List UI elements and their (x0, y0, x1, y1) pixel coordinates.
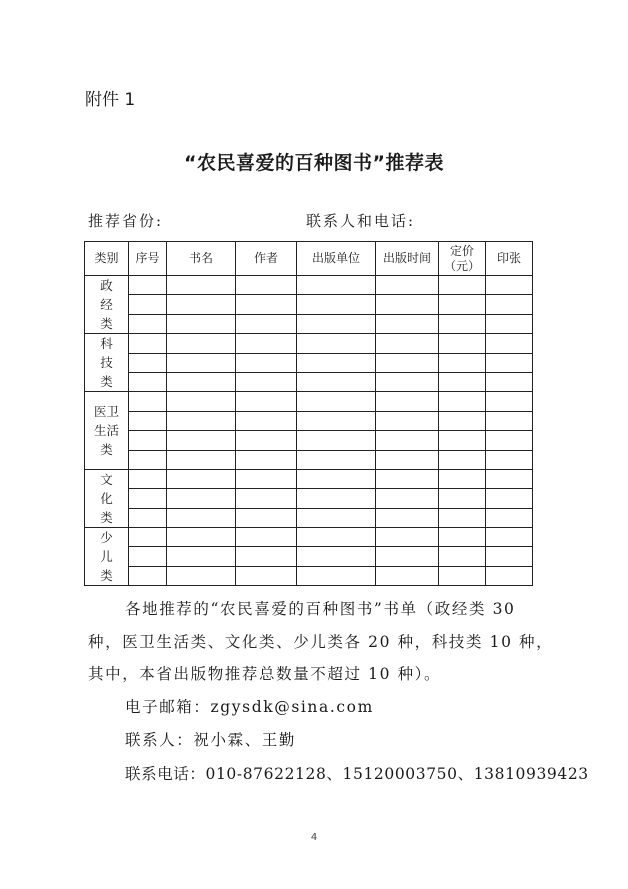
empty-entry-cell[interactable] (236, 547, 297, 566)
empty-entry-cell[interactable] (376, 372, 439, 391)
empty-entry-cell[interactable] (129, 372, 167, 391)
empty-entry-cell[interactable] (129, 411, 167, 430)
empty-entry-cell[interactable] (129, 334, 167, 353)
empty-entry-cell[interactable] (236, 372, 297, 391)
empty-entry-cell[interactable] (376, 528, 439, 547)
empty-entry-cell[interactable] (297, 372, 376, 391)
document-title: “农民喜爱的百种图书”推荐表 (184, 152, 444, 174)
empty-entry-cell[interactable] (236, 489, 297, 508)
empty-entry-cell[interactable] (439, 276, 486, 295)
empty-entry-cell[interactable] (376, 353, 439, 372)
empty-entry-cell[interactable] (236, 566, 297, 585)
empty-entry-cell[interactable] (486, 334, 533, 353)
empty-entry-cell[interactable] (297, 450, 376, 469)
empty-entry-cell[interactable] (439, 450, 486, 469)
table-row (85, 353, 533, 372)
instruction-line-2: 种，医卫生活类、文化类、少儿类各 20 种，科技类 10 种， (88, 633, 554, 651)
category-label-line: 化 (100, 490, 113, 506)
empty-entry-cell[interactable] (297, 314, 376, 333)
empty-entry-cell[interactable] (439, 314, 486, 333)
table-header-row (85, 242, 533, 276)
table-row (85, 295, 533, 314)
empty-entry-cell[interactable] (439, 566, 486, 585)
empty-entry-cell[interactable] (486, 431, 533, 450)
empty-entry-cell[interactable] (236, 353, 297, 372)
empty-entry-cell[interactable] (439, 392, 486, 411)
empty-entry-cell[interactable] (376, 392, 439, 411)
contact-email: 电子邮箱：zgysdk@sina.com (125, 698, 374, 716)
empty-entry-cell[interactable] (486, 469, 533, 488)
empty-entry-cell[interactable] (167, 392, 236, 411)
empty-entry-cell[interactable] (439, 372, 486, 391)
category-label-line: 文 (100, 471, 113, 487)
empty-entry-cell[interactable] (376, 431, 439, 450)
category-label-line: 类 (100, 316, 113, 332)
empty-entry-cell[interactable] (376, 450, 439, 469)
table-row (85, 508, 533, 527)
empty-entry-cell[interactable] (376, 508, 439, 527)
empty-entry-cell[interactable] (167, 372, 236, 391)
page-number: 4 (310, 832, 318, 843)
category-cell (85, 276, 129, 334)
empty-entry-cell[interactable] (236, 276, 297, 295)
empty-entry-cell[interactable] (486, 528, 533, 547)
table-row (85, 392, 533, 411)
empty-entry-cell[interactable] (376, 566, 439, 585)
recommendation-table (84, 241, 533, 586)
empty-entry-cell[interactable] (486, 547, 533, 566)
empty-entry-cell[interactable] (376, 489, 439, 508)
empty-entry-cell[interactable] (297, 431, 376, 450)
empty-entry-cell[interactable] (297, 334, 376, 353)
empty-entry-cell[interactable] (129, 276, 167, 295)
empty-entry-cell[interactable] (439, 508, 486, 527)
category-cell (85, 334, 129, 392)
empty-entry-cell[interactable] (129, 431, 167, 450)
empty-entry-cell[interactable] (297, 547, 376, 566)
empty-entry-cell[interactable] (236, 392, 297, 411)
empty-entry-cell[interactable] (167, 431, 236, 450)
empty-entry-cell[interactable] (439, 528, 486, 547)
empty-entry-cell[interactable] (297, 411, 376, 430)
table-row (85, 528, 533, 547)
empty-entry-cell[interactable] (439, 353, 486, 372)
table-row (85, 489, 533, 508)
empty-entry-cell[interactable] (129, 295, 167, 314)
empty-entry-cell[interactable] (236, 314, 297, 333)
empty-entry-cell[interactable] (297, 295, 376, 314)
empty-entry-cell[interactable] (167, 547, 236, 566)
province-field-label: 推荐省份: (88, 212, 164, 230)
empty-entry-cell[interactable] (486, 295, 533, 314)
empty-entry-cell[interactable] (129, 547, 167, 566)
category-label-line: 儿 (100, 549, 113, 565)
category-label-line: 类 (100, 442, 113, 458)
empty-entry-cell[interactable] (167, 489, 236, 508)
empty-entry-cell[interactable] (297, 528, 376, 547)
empty-entry-cell[interactable] (297, 353, 376, 372)
empty-entry-cell[interactable] (236, 295, 297, 314)
empty-entry-cell[interactable] (167, 508, 236, 527)
empty-entry-cell[interactable] (376, 411, 439, 430)
empty-entry-cell[interactable] (167, 528, 236, 547)
empty-entry-cell[interactable] (486, 411, 533, 430)
instruction-line-3: 其中，本省出版物推荐总数量不超过 10 种）。 (88, 665, 442, 683)
table-row (85, 372, 533, 391)
empty-entry-cell[interactable] (167, 353, 236, 372)
category-cell (85, 392, 129, 470)
category-label-line: 生活 (93, 423, 119, 439)
empty-entry-cell[interactable] (167, 469, 236, 488)
empty-entry-cell[interactable] (486, 489, 533, 508)
header-book-title: 书名 (167, 242, 236, 276)
header-serial: 序号 (129, 242, 167, 276)
header-price-unit: （元） (443, 258, 480, 273)
table-row (85, 431, 533, 450)
empty-entry-cell[interactable] (486, 566, 533, 585)
category-label-line: 科 (100, 336, 113, 352)
contact-phone-field-label: 联系人和电话: (306, 212, 416, 230)
empty-entry-cell[interactable] (486, 276, 533, 295)
empty-entry-cell[interactable] (297, 566, 376, 585)
header-category: 类别 (85, 242, 129, 276)
empty-entry-cell[interactable] (129, 392, 167, 411)
empty-entry-cell[interactable] (167, 450, 236, 469)
empty-entry-cell[interactable] (297, 469, 376, 488)
empty-entry-cell[interactable] (167, 295, 236, 314)
table-row (85, 450, 533, 469)
table-row (85, 566, 533, 585)
header-sheets: 印张 (486, 242, 533, 276)
instruction-line-1: 各地推荐的“农民喜爱的百种图书”书单（政经类 30 (125, 600, 516, 618)
table-row (85, 547, 533, 566)
empty-entry-cell[interactable] (376, 334, 439, 353)
empty-entry-cell[interactable] (167, 314, 236, 333)
category-label-line: 医卫 (93, 404, 119, 420)
empty-entry-cell[interactable] (376, 547, 439, 566)
contact-phones: 联系电话：010-87622128、15120003750、13810939423 (125, 765, 589, 783)
header-price-label: 定价 (449, 243, 474, 258)
empty-entry-cell[interactable] (236, 334, 297, 353)
table-row (85, 314, 533, 333)
table-row (85, 276, 533, 295)
category-label-line: 少 (100, 530, 113, 546)
empty-entry-cell[interactable] (129, 566, 167, 585)
category-label-line: 政 (100, 278, 113, 294)
category-label-line: 技 (100, 355, 113, 371)
table-row (85, 411, 533, 430)
empty-entry-cell[interactable] (297, 489, 376, 508)
empty-entry-cell[interactable] (167, 411, 236, 430)
empty-entry-cell[interactable] (236, 528, 297, 547)
empty-entry-cell[interactable] (376, 295, 439, 314)
empty-entry-cell[interactable] (236, 411, 297, 430)
attachment-label: 附件 1 (85, 90, 136, 110)
empty-entry-cell[interactable] (129, 450, 167, 469)
header-author: 作者 (236, 242, 297, 276)
category-label-line: 经 (100, 297, 113, 313)
empty-entry-cell[interactable] (167, 566, 236, 585)
empty-entry-cell[interactable] (236, 469, 297, 488)
table-row (85, 334, 533, 353)
empty-entry-cell[interactable] (167, 276, 236, 295)
empty-entry-cell[interactable] (376, 469, 439, 488)
empty-entry-cell[interactable] (439, 411, 486, 430)
empty-entry-cell[interactable] (297, 276, 376, 295)
empty-entry-cell[interactable] (297, 508, 376, 527)
empty-entry-cell[interactable] (486, 353, 533, 372)
empty-entry-cell[interactable] (236, 431, 297, 450)
empty-entry-cell[interactable] (167, 334, 236, 353)
empty-entry-cell[interactable] (129, 508, 167, 527)
empty-entry-cell[interactable] (236, 508, 297, 527)
header-publisher: 出版单位 (297, 242, 376, 276)
empty-entry-cell[interactable] (439, 295, 486, 314)
empty-entry-cell[interactable] (439, 469, 486, 488)
category-label-line: 类 (100, 509, 113, 525)
category-label-line: 类 (100, 374, 113, 390)
table-row (85, 469, 533, 488)
category-cell (85, 469, 129, 527)
empty-entry-cell[interactable] (486, 392, 533, 411)
empty-entry-cell[interactable] (376, 276, 439, 295)
category-label-line: 类 (100, 568, 113, 584)
empty-entry-cell[interactable] (486, 508, 533, 527)
empty-entry-cell[interactable] (129, 469, 167, 488)
header-publish-date: 出版时间 (376, 242, 439, 276)
contact-persons: 联系人：祝小霖、王勤 (125, 731, 297, 749)
empty-entry-cell[interactable] (129, 353, 167, 372)
empty-entry-cell[interactable] (486, 372, 533, 391)
empty-entry-cell[interactable] (439, 547, 486, 566)
empty-entry-cell[interactable] (129, 489, 167, 508)
empty-entry-cell[interactable] (129, 314, 167, 333)
empty-entry-cell[interactable] (486, 450, 533, 469)
empty-entry-cell[interactable] (439, 334, 486, 353)
category-cell (85, 528, 129, 586)
empty-entry-cell[interactable] (376, 314, 439, 333)
empty-entry-cell[interactable] (129, 528, 167, 547)
empty-entry-cell[interactable] (486, 314, 533, 333)
header-price (439, 242, 486, 276)
empty-entry-cell[interactable] (236, 450, 297, 469)
empty-entry-cell[interactable] (297, 392, 376, 411)
empty-entry-cell[interactable] (439, 489, 486, 508)
empty-entry-cell[interactable] (439, 431, 486, 450)
